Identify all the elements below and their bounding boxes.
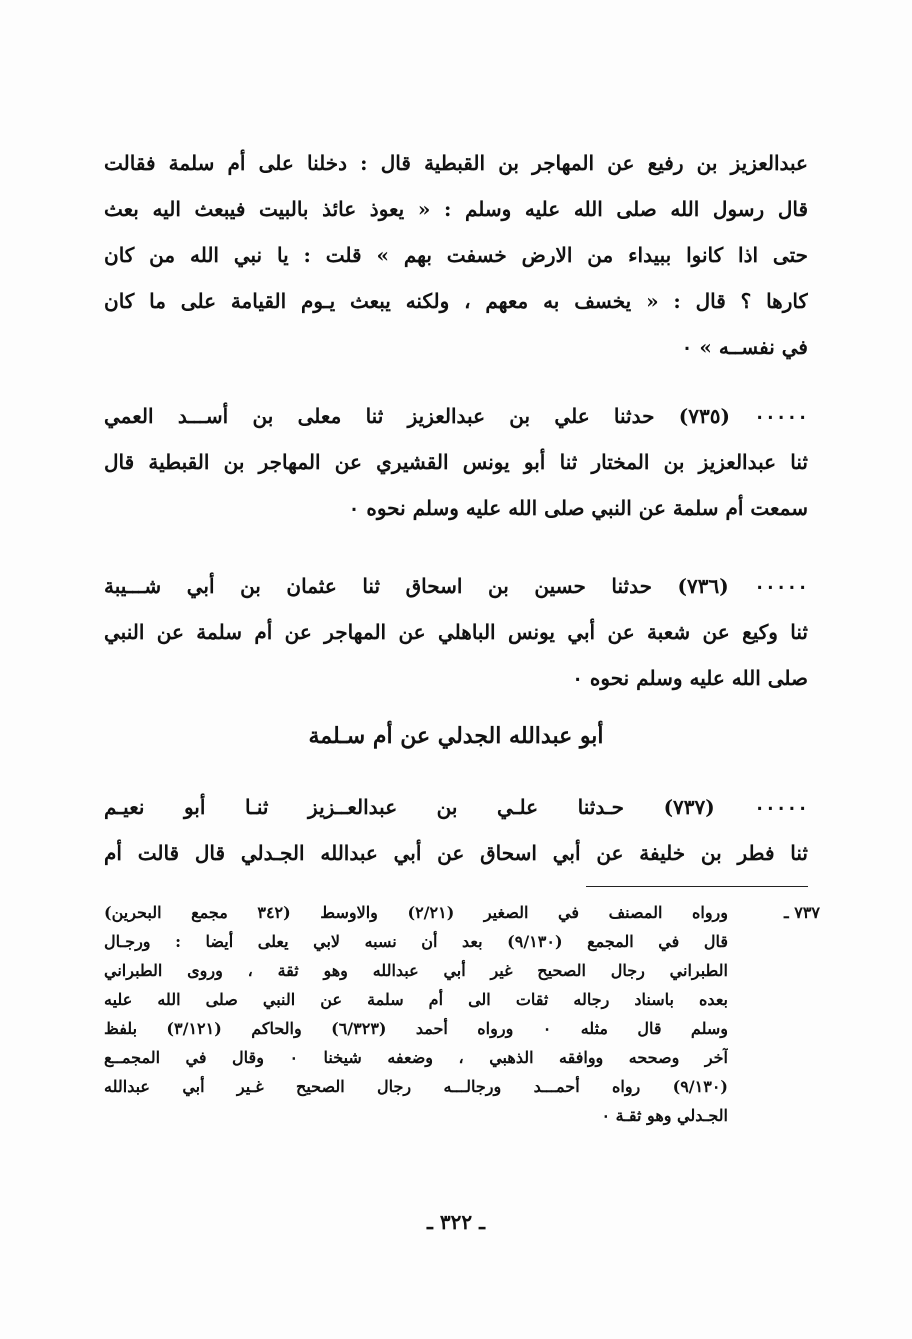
text-line: ٠٠٠٠٠ (٧٣٥) حدثنا علي بن عبدالعزيز ثنا معلى بن أســـد العمي <box>104 404 808 428</box>
footnote-line: قال في المجمع (٩/١٣٠) بعد أن نسبه لابي يعلى أيضا : ورجـال <box>104 932 728 951</box>
text-line: ثنا عبدالعزيز بن المختار ثنا أبو يونس القشيري عن المهاجر بن القبطية قال <box>104 450 808 474</box>
footnote-line: وسلم قال مثله ٠ ورواه أحمد (٦/٣٢٣) والحاكم (٣/١٢١) بلفظ <box>104 1019 728 1038</box>
footnote-number: ٧٣٧ ـ <box>783 903 820 922</box>
section-heading: أبو عبدالله الجدلي عن أم سـلمة <box>308 723 604 749</box>
paragraph-narration <box>104 140 808 370</box>
footnote-divider <box>586 886 808 887</box>
text-line: في نفســه » ٠ <box>681 335 808 359</box>
text-line: قال رسول الله صلى الله عليه وسلم : « يعوذ عائذ بالبيت فيبعث اليه بعث <box>104 197 808 221</box>
footnote-line: الجـدلي وهو ثقـة ٠ <box>601 1106 728 1125</box>
footnote-body <box>104 898 728 1130</box>
footnote-line: آخر وصححه ووافقه الذهبي ، وضعفه شيخنا ٠ وقال في المجمــع <box>104 1048 728 1067</box>
text-line: حتى اذا كانوا ببيداء من الارض خسفت بهم » قلت : يا نبي الله من كان <box>104 243 808 267</box>
text-line: سمعت أم سلمة عن النبي صلى الله عليه وسلم نحوه ٠ <box>348 496 808 520</box>
paragraph-hadith-735 <box>104 393 808 531</box>
footnote-line: بعده باسناد رجاله ثقات الى أم سلمة عن النبي صلى الله عليه <box>104 990 728 1009</box>
text-line: ٠٠٠٠٠ (٧٣٦) حدثنا حسين بن اسحاق ثنا عثمان بن أبي شـــيبة <box>104 574 808 598</box>
paragraph-hadith-737 <box>104 784 808 876</box>
footnote-line: ورواه المصنف في الصغير (٢/٢١) والاوسط (٣٤٢ مجمع البحرين) <box>104 903 728 922</box>
footnote-line: (٩/١٣٠) رواه أحمـــد ورجالـــه رجال الصحيح غـير أبي عبدالله <box>104 1077 728 1096</box>
text-line: كارها ؟ قال : « يخسف به معهم ، ولكنه يبعث يـوم القيامة على ما كان <box>104 289 808 313</box>
text-line: ٠٠٠٠٠ (٧٣٧) حـدثنا علـي بن عبدالعــزيز ثنـا أبو نعيـم <box>104 795 808 819</box>
page-number: ـ ٣٢٢ ـ <box>427 1210 485 1234</box>
text-line: ثنا فطر بن خليفة عن أبي اسحاق عن أبي عبدالله الجـدلي قال قالت أم <box>104 841 808 865</box>
text-line: عبدالعزيز بن رفيع عن المهاجر بن القبطية قال : دخلنا على أم سلمة فقالت <box>104 151 808 175</box>
paragraph-hadith-736 <box>104 563 808 701</box>
text-line: ثنا وكيع عن شعبة عن أبي يونس الباهلي عن المهاجر عن أم سلمة عن النبي <box>104 620 808 644</box>
footnote-line: الطبراني رجال الصحيح غير أبي عبدالله وهو ثقة ، وروى الطبراني <box>104 961 728 980</box>
text-line: صلى الله عليه وسلم نحوه ٠ <box>572 666 808 690</box>
